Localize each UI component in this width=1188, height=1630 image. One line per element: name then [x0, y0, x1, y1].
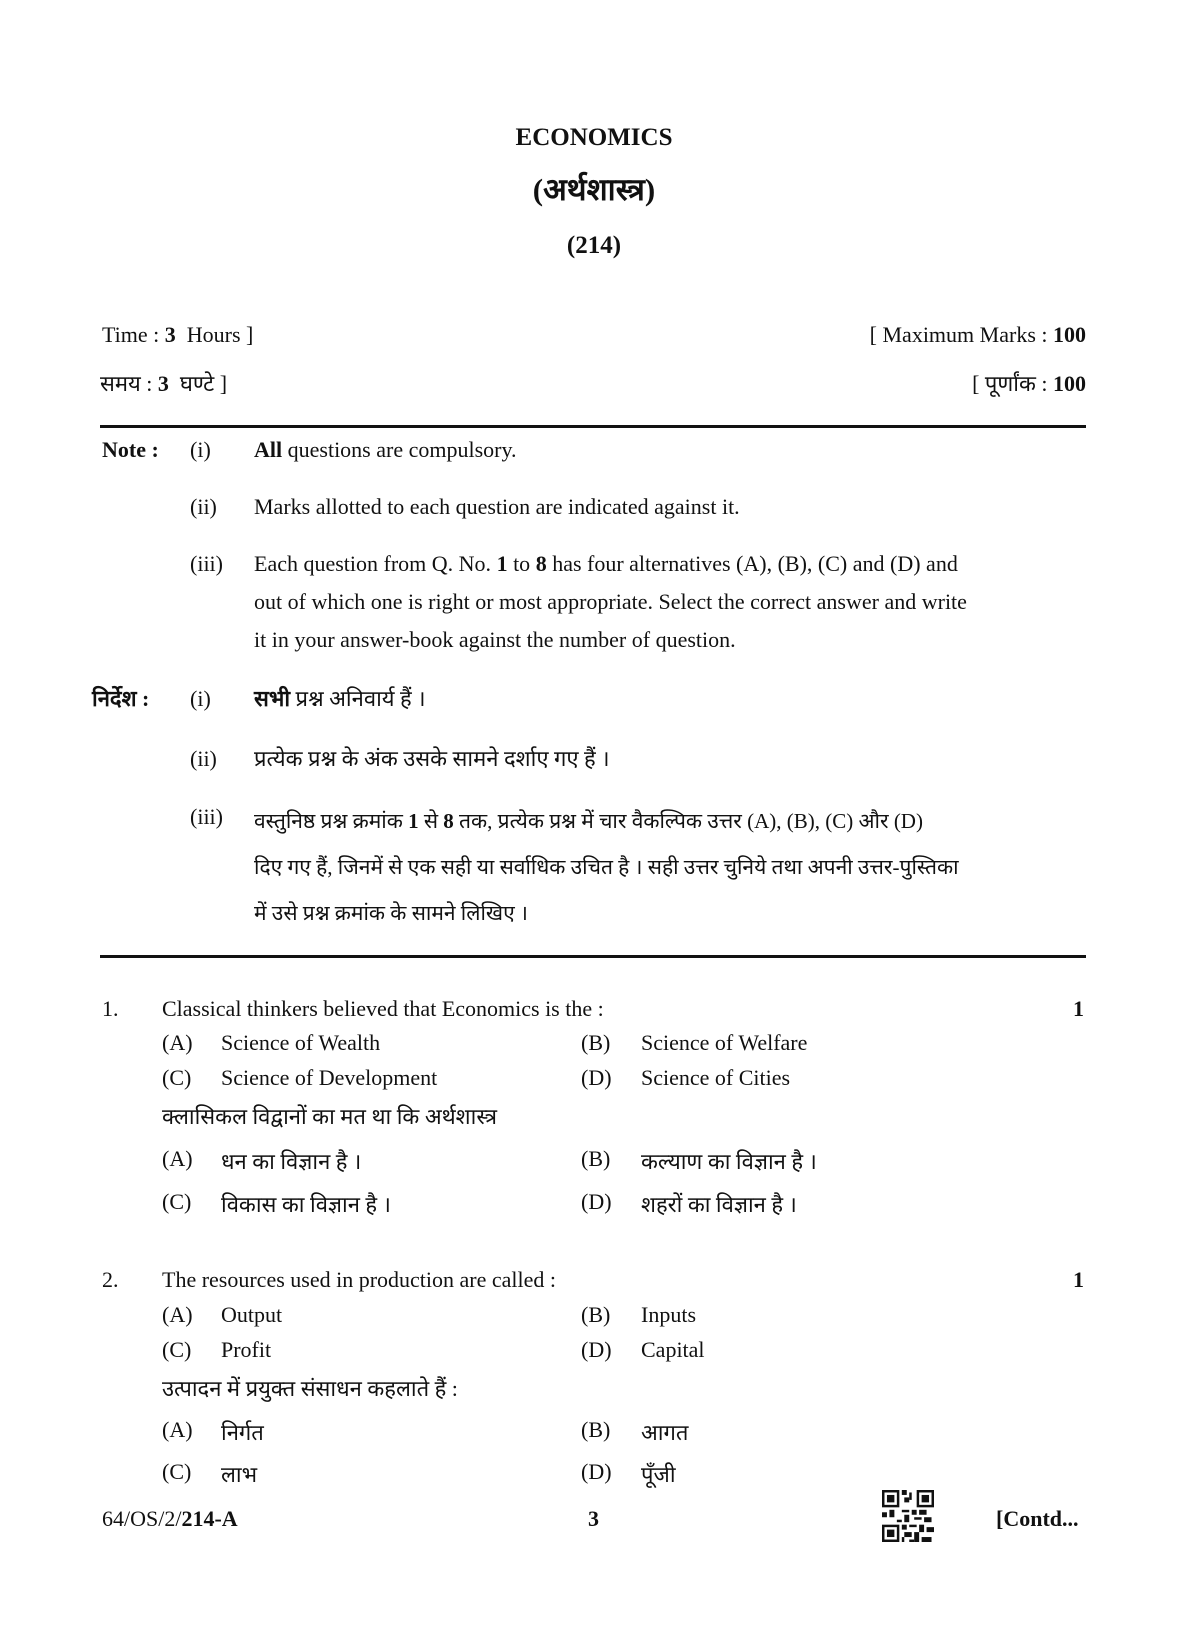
note-item-hindi-1: सभी प्रश्न अनिवार्य हैं । — [254, 686, 426, 711]
exam-title: ECONOMICS — [515, 124, 673, 151]
note-num-3: (iii) — [190, 551, 223, 576]
q2-option-c-text: Profit — [221, 1337, 272, 1362]
q2-option-c-key-hindi: (C) — [162, 1459, 192, 1484]
q2-option-c-key: (C) — [162, 1337, 192, 1362]
divider-top — [100, 425, 1086, 428]
q1-option-b-text-hindi: कल्याण का विज्ञान है । — [641, 1149, 817, 1174]
note-item-2: Marks allotted to each question are indicated against it. — [254, 494, 740, 519]
note-num-hindi-1: (i) — [190, 686, 211, 711]
q2-option-a-text-hindi: निर्गत — [221, 1420, 264, 1445]
q2-option-a-key: (A) — [162, 1302, 193, 1327]
q1-option-b-key-hindi: (B) — [581, 1146, 611, 1171]
question-1-text-hindi: क्लासिकल विद्वानों का मत था कि अर्थशास्त्र — [162, 1104, 498, 1129]
q1-option-c-text: Science of Development — [221, 1065, 438, 1090]
q1-option-a-text-hindi: धन का विज्ञान है । — [221, 1149, 362, 1174]
q2-option-d-text: Capital — [641, 1337, 705, 1362]
question-2-number: 2. — [102, 1267, 119, 1292]
question-1-text: Classical thinkers believed that Economics is the : — [162, 996, 604, 1021]
subject-code: (214) — [566, 232, 622, 259]
q1-option-b-text: Science of Welfare — [641, 1030, 808, 1055]
q1-option-b-key: (B) — [581, 1030, 611, 1055]
q2-option-d-key: (D) — [581, 1337, 612, 1362]
q1-option-c-key-hindi: (C) — [162, 1189, 192, 1214]
continued-label: [Contd... — [996, 1506, 1079, 1531]
note-num-2: (ii) — [190, 494, 217, 519]
time-allowed-hindi: समय : 3 घण्टे ] — [100, 371, 228, 396]
question-2-marks: 1 — [1073, 1267, 1084, 1292]
question-1-marks: 1 — [1073, 996, 1084, 1021]
q2-option-b-key-hindi: (B) — [581, 1417, 611, 1442]
page-number: 3 — [588, 1506, 599, 1531]
q2-option-d-key-hindi: (D) — [581, 1459, 612, 1484]
note-num-hindi-3: (iii) — [190, 804, 223, 829]
divider-bottom — [100, 955, 1086, 958]
maximum-marks: [ Maximum Marks : 100 — [869, 322, 1086, 347]
q2-option-d-text-hindi: पूँजी — [641, 1462, 676, 1487]
note-item-3: Each question from Q. No. 1 to 8 has four alternatives (A), (B), (C) and (D) and out of which one is right or most appropriate. Select the correct answer and write it in your answer-book against the number of question. — [254, 551, 967, 652]
paper-code: 64/OS/2/214-A — [102, 1506, 238, 1531]
q2-option-b-text-hindi: आगत — [641, 1420, 689, 1445]
exam-title-hindi: (अर्थशास्त्र) — [532, 172, 656, 207]
q2-option-a-text: Output — [221, 1302, 283, 1327]
note-item-1: All questions are compulsory. — [254, 437, 517, 462]
q1-option-d-text-hindi: शहरों का विज्ञान है । — [641, 1192, 797, 1217]
q2-option-c-text-hindi: लाभ — [221, 1462, 258, 1487]
q1-option-a-key: (A) — [162, 1030, 193, 1055]
q1-option-d-key-hindi: (D) — [581, 1189, 612, 1214]
note-item-hindi-2: प्रत्येक प्रश्न के अंक उसके सामने दर्शाए गए हैं । — [254, 746, 610, 771]
question-2-text-hindi: उत्पादन में प्रयुक्त संसाधन कहलाते हैं : — [162, 1376, 458, 1401]
note-label-hindi: निर्देश : — [92, 686, 150, 711]
q2-option-a-key-hindi: (A) — [162, 1417, 193, 1442]
question-1-number: 1. — [102, 996, 119, 1021]
q1-option-d-text: Science of Cities — [641, 1065, 791, 1090]
q1-option-a-key-hindi: (A) — [162, 1146, 193, 1171]
maximum-marks-hindi: [ पूर्णांक : 100 — [972, 371, 1086, 396]
q1-option-a-text: Science of Wealth — [221, 1030, 381, 1055]
note-item-hindi-3: वस्तुनिष्ठ प्रश्न क्रमांक 1 से 8 तक, प्रत्येक प्रश्न में चार वैकल्पिक उत्तर (A), (B), (C) और (D) दिए गए हैं, जिनमें से एक सही या सर्वाधिक उचित है । सही उत्तर चुनिये तथा अपनी उत्तर-पुस्तिका में उसे प्रश्न क्रमांक के सामने लिखिए । — [254, 809, 959, 925]
note-num-1: (i) — [190, 437, 211, 462]
question-2-text: The resources used in production are called : — [162, 1267, 557, 1292]
q2-option-b-key: (B) — [581, 1302, 611, 1327]
note-label: Note : — [102, 437, 159, 462]
note-num-hindi-2: (ii) — [190, 746, 217, 771]
time-allowed: Time : 3 Hours ] — [102, 322, 254, 347]
q1-option-c-key: (C) — [162, 1065, 192, 1090]
qr-code-icon — [882, 1490, 934, 1542]
q1-option-c-text-hindi: विकास का विज्ञान है । — [221, 1192, 391, 1217]
q2-option-b-text: Inputs — [641, 1302, 696, 1327]
q1-option-d-key: (D) — [581, 1065, 612, 1090]
